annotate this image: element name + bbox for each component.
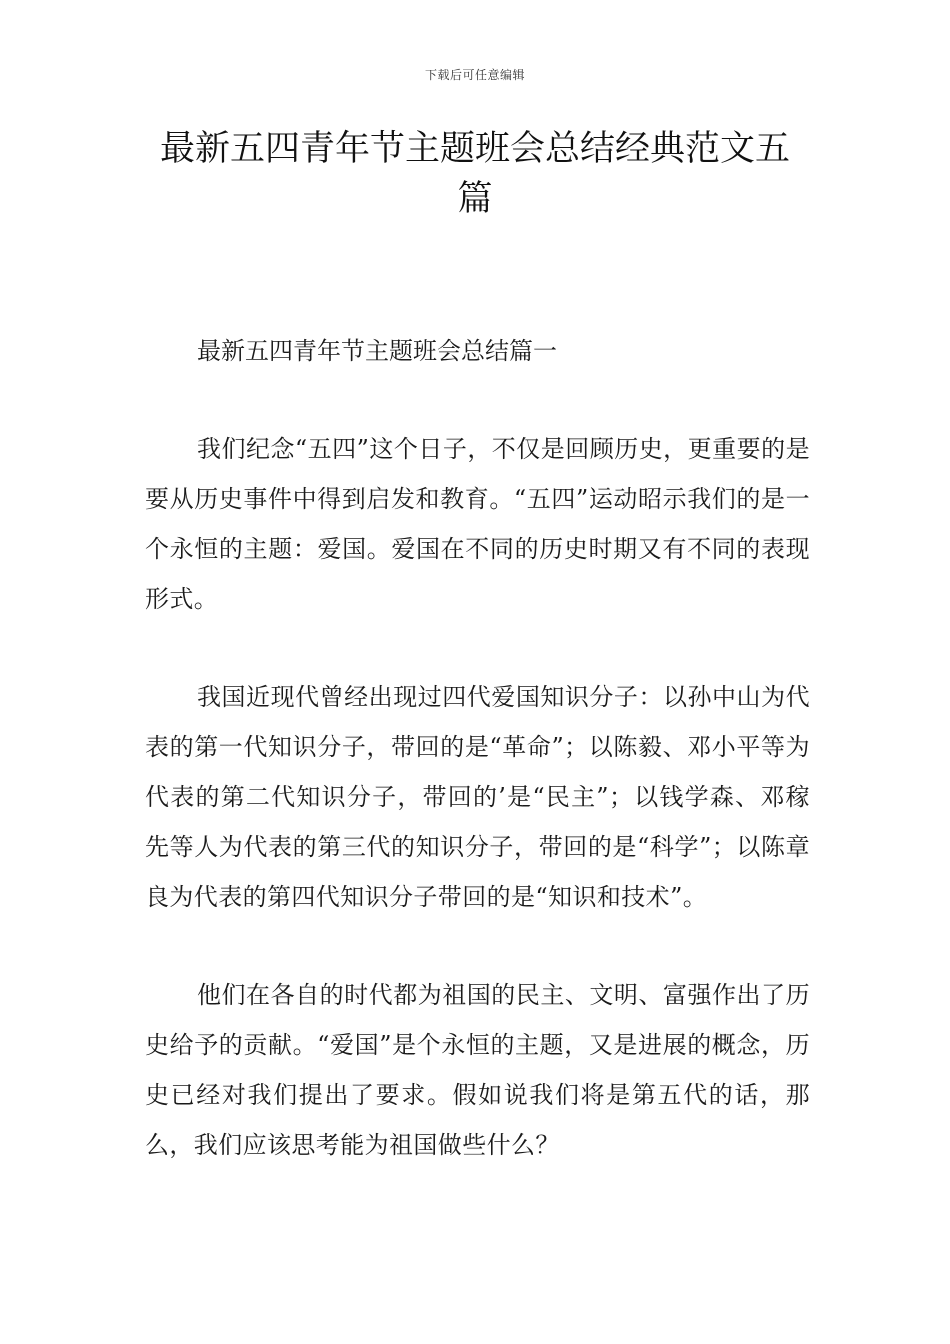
paragraph-2: 我国近现代曾经出现过四代爱国知识分子：以孙中山为代表的第一代知识分子，带回的是“革命”；以陈毅、邓小平等为代表的第二代知识分子，带回的’是“民主”；以钱学森、邓稼先等人为代表的第三代的知识分子，带回的是“科学”；以陈章良为代表的第四代知识分子带回的是“知识和技术”。: [145, 683, 810, 911]
document-body: [145, 326, 810, 1218]
paragraph-3: 他们在各自的时代都为祖国的民主、文明、富强作出了历史给予的贡献。“爱国”是个永恒的主题，又是进展的概念，历史已经对我们提出了要求。假如说我们将是第五代的话，那么，我们应该思考能为祖国做些什么？: [145, 981, 810, 1159]
document-title: 最新五四青年节主题班会总结经典范文五篇: [159, 129, 790, 219]
section-heading: 最新五四青年节主题班会总结篇一: [197, 337, 557, 365]
header-note: 下载后可任意编辑: [424, 68, 525, 82]
paragraph-1: 我们纪念“五四”这个日子，不仅是回顾历史，更重要的是要从历史事件中得到启发和教育。“五四”运动昭示我们的是一个永恒的主题：爱国。爱国在不同的历史时期又有不同的表现形式。: [145, 435, 810, 613]
